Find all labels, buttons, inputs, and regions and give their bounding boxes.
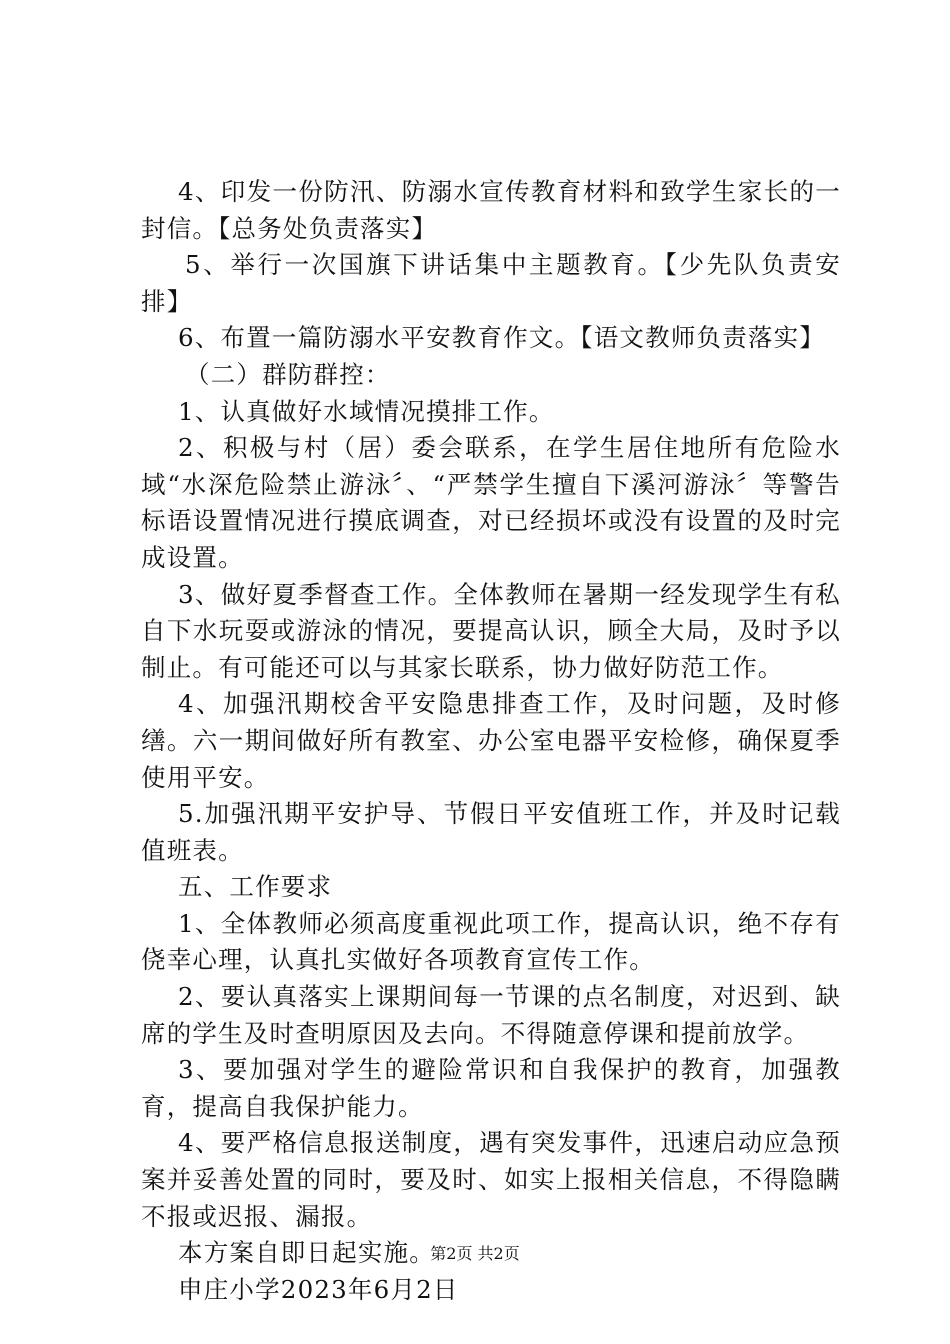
paragraph-group-5: 5.加强汛期平安护导、节假日平安值班工作，并及时记载值班表。	[141, 799, 841, 865]
paragraph-requirement-1: 1、全体教师必须高度重视此项工作，提高认识，绝不存有侥幸心理，认真扎实做好各项教育宣传工作。	[141, 908, 841, 975]
paragraph-item-4-materials: 4、印发一份防汛、防溺水宣传教育材料和致学生家长的一封信。【总务处负责落实】	[141, 177, 841, 243]
paragraph-group-3: 3、做好夏季督查工作。全体教师在暑期一经发现学生有私自下水玩耍或游泳的情况，要提高认识，顾全大局，及时予以制止。有可能还可以与其家长联系，协力做好防范工作。	[141, 579, 841, 682]
section-heading-work-requirements: 五、工作要求	[178, 872, 333, 902]
section-heading-group-prevention: （二）群防群控：	[185, 359, 391, 389]
paragraph-item-5-flag-speech: 5、举行一次国旗下讲话集中主题教育。【少先队负责安排】	[141, 250, 841, 316]
paragraph-effective-date: 本方案自即日起实施。	[178, 1238, 435, 1268]
paragraph-requirement-4: 4、要严格信息报送制度，遇有突发事件，迅速启动应急预案并妥善处置的同时，要及时、如实上报相关信息，不得隐瞒不报或迟报、漏报。	[141, 1128, 841, 1231]
signature-school-date: 申庄小学2023年6月2日	[178, 1274, 459, 1304]
page-number-footer: 第2页 共2页	[430, 1244, 520, 1263]
paragraph-group-4: 4、加强汛期校舍平安隐患排查工作，及时问题，及时修缮。六一期间做好所有教室、办公室电器平安检修，确保夏季使用平安。	[141, 689, 841, 792]
paragraph-group-1: 1、认真做好水域情况摸排工作。	[178, 396, 555, 426]
paragraph-requirement-3: 3、要加强对学生的避险常识和自我保护的教育，加强教育，提高自我保护能力。	[141, 1055, 841, 1121]
paragraph-group-2: 2、积极与村（居）委会联系，在学生居住地所有危险水域“水深危险禁止游泳〞、“严禁学生擅自下溪河游泳〞等警告标语设置情况进行摸底调查，对已经损坏或没有设置的及时完成设置。	[141, 433, 841, 572]
document-body	[141, 174, 841, 1308]
paragraph-item-6-essay: 6、布置一篇防溺水平安教育作文。【语文教师负责落实】	[178, 323, 826, 353]
paragraph-requirement-2: 2、要认真落实上课期间每一节课的点名制度，对迟到、缺席的学生及时查明原因及去向。不得随意停课和提前放学。	[141, 982, 841, 1048]
